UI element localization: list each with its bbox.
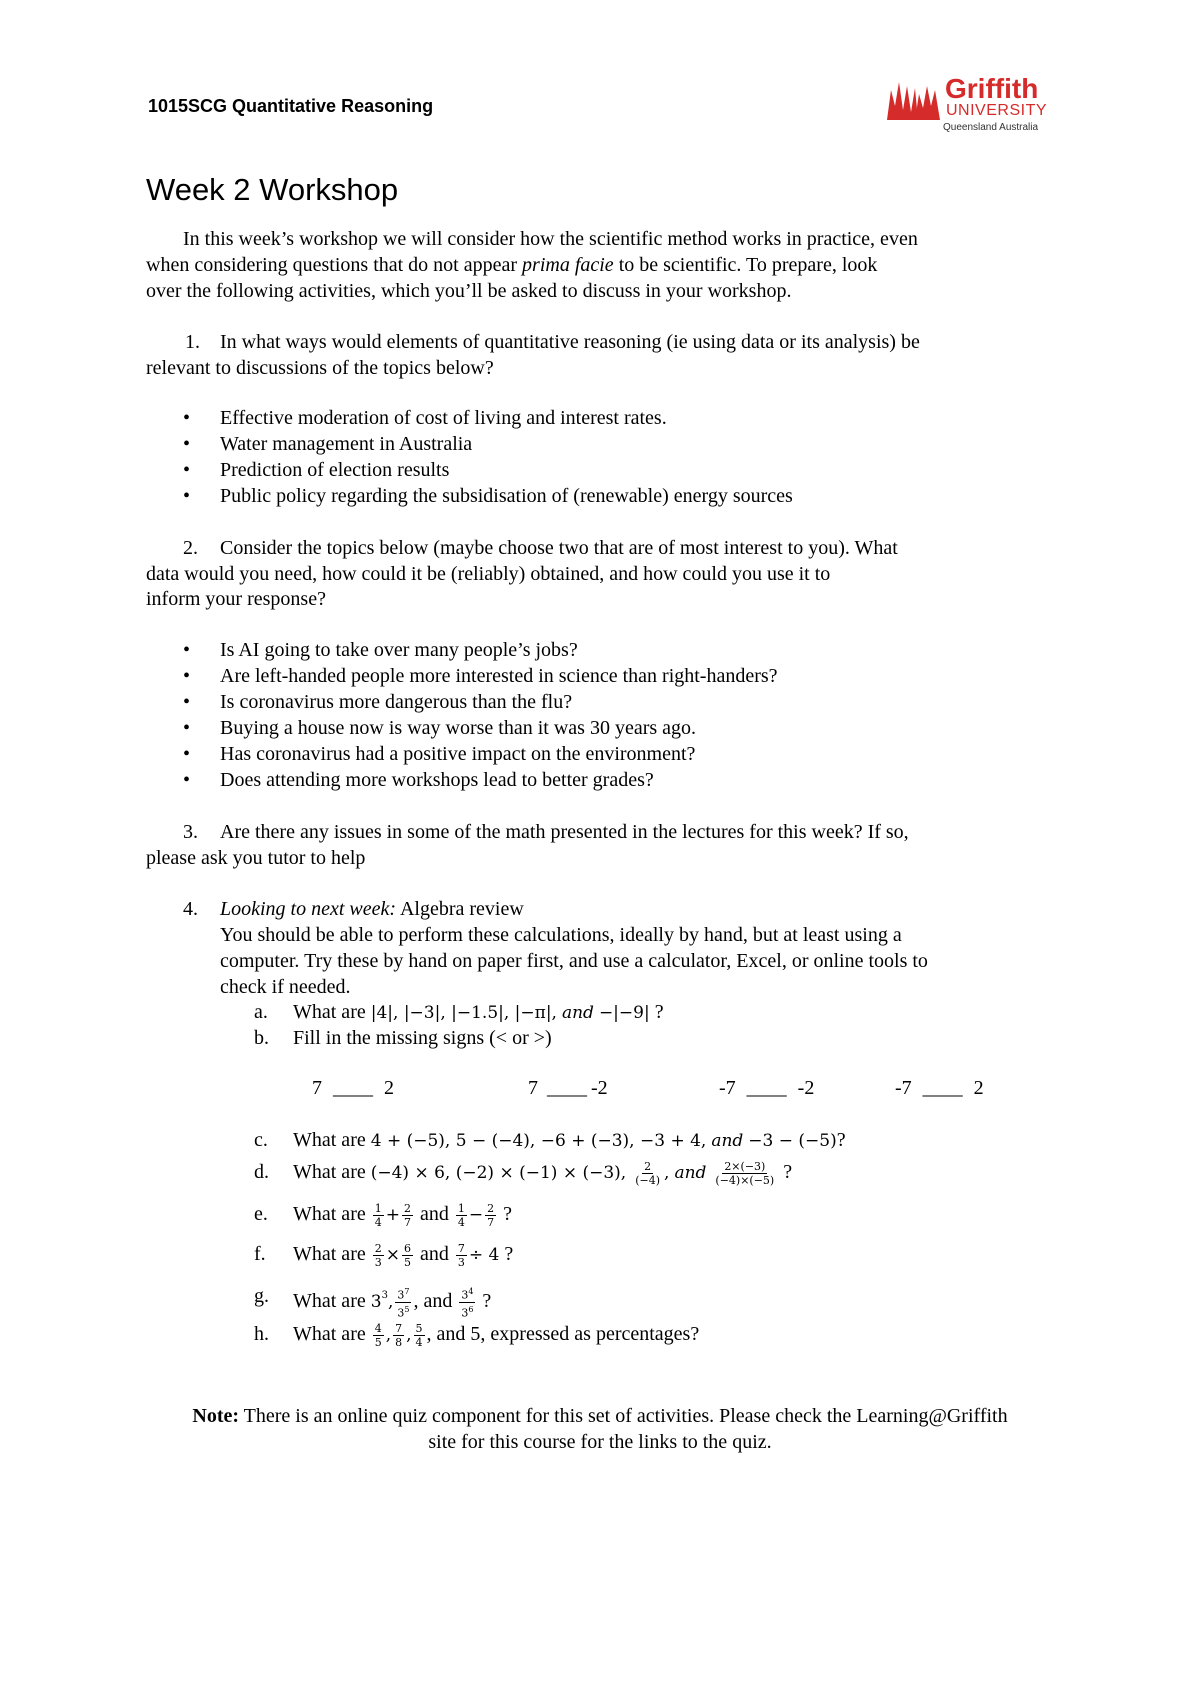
logo-place: Queensland Australia [943,122,1039,133]
bullet-icon: • [183,485,191,507]
fraction [373,1322,384,1349]
q4-heading-emphasis: Looking to next week: [220,898,397,920]
q4-line-1: You should be able to perform these calculations, ideally by hand, but at least using a [220,924,902,946]
q2-line-1: Consider the topics below (maybe choose two that are of most interest to you). What [220,537,898,559]
fraction [633,1160,662,1187]
fraction [402,1242,413,1269]
fraction [485,1202,496,1229]
q2-bullet-item: Has coronavirus had a positive impact on the environment? [220,743,696,765]
fraction [373,1202,384,1229]
q4-heading [220,897,524,921]
q4c-math: 4 + (−5), 5 − (−4), −6 + (−3), −3 + 4, [370,1131,707,1151]
griffith-logo [885,74,1050,138]
intro-text: when considering questions that do not appear [146,254,523,276]
pair-left: 7 [528,1077,538,1099]
operator: + [385,1205,400,1225]
intro-text: to be scientific. To prepare, look [613,254,878,276]
q4e-suffix: ? [498,1203,513,1225]
q3-line-2: please ask you tutor to help [146,847,366,869]
q4g-prefix: What are [293,1290,371,1312]
q4a-prefix: What are [293,1001,371,1023]
q1-number: 1. [185,331,200,353]
fraction [393,1322,404,1349]
q4f-question [293,1234,513,1275]
q4f-prefix: What are [293,1243,371,1265]
q4c-label: c. [254,1129,268,1151]
bullet-icon: • [183,459,191,481]
denominator: 4 [457,1215,465,1229]
q4c-and: and [711,1131,744,1151]
operator: ÷ 4 [468,1245,500,1265]
q3-number: 3. [183,821,198,843]
q4a-and: and [561,1003,594,1023]
denominator: 8 [395,1335,403,1349]
q4d-math: (−4) × 6, (−2) × (−1) × (−3), [370,1163,627,1183]
note-line-1 [0,1404,1200,1428]
denominator: 5 [403,1255,411,1269]
q4c-suffix: ? [836,1129,846,1151]
numerator: 1 [374,1201,382,1215]
q4h-question: What are $\frac{4}{5}$ , $\frac{7}{8}$ , $\frac{5}{4}$ , and 5, expressed as percentages? [293,1321,700,1349]
q4-line-2: computer. Try these by hand on paper first, and use a calculator, Excel, or online tools to [220,950,928,972]
course-title: 1015SCG Quantitative Reasoning [148,96,434,116]
q4f-label: f. [254,1243,266,1265]
pair-right: 2 [973,1077,984,1099]
sign-pair [528,1076,608,1100]
q4f-and: and [414,1243,454,1265]
q4e-prefix: What are [293,1203,371,1225]
numerator: 2 [487,1201,495,1215]
q4-heading-text: Algebra review [396,898,524,920]
denominator: 7 [403,1215,411,1229]
intro-line-2 [146,253,877,277]
q4e-and: and [414,1203,454,1225]
pair-left: -7 [719,1077,736,1099]
numerator: 5 [415,1321,423,1335]
power-exponent: 7 [404,1287,410,1297]
q1-bullet-item: Effective moderation of cost of living and interest rates. [220,407,667,429]
power-base: 3 [461,1288,469,1302]
q4f-suffix: ? [499,1243,514,1265]
intro-emphasis: prima facie [522,254,614,276]
bullet-icon: • [183,407,191,429]
fraction [713,1160,776,1187]
pair-right: -2 [797,1077,815,1099]
pair-right: 2 [384,1077,394,1099]
answer-blank[interactable]: ____ [333,1077,373,1099]
note-label: Note: [192,1405,240,1427]
numerator: 1 [457,1201,465,1215]
griffith-flame-icon [885,76,943,122]
q4d-label: d. [254,1161,269,1183]
q1-bullet-item: Public policy regarding the subsidisation of (renewable) energy sources [220,485,793,507]
q4d-prefix: What are [293,1161,371,1183]
answer-blank[interactable]: ____ [922,1077,963,1099]
power-base: 3 [370,1292,382,1312]
q1-line-1: In what ways would elements of quantitative reasoning (ie using data or its analysis) be [220,331,920,353]
denominator: 7 [487,1215,495,1229]
power-base: 3 [461,1306,469,1320]
q2-bullet-item: Is AI going to take over many people’s jobs? [220,639,578,661]
numerator: 2 [644,1159,652,1173]
q1-line-2: relevant to discussions of the topics below? [146,357,494,379]
q4g-and: , and [413,1290,458,1312]
answer-blank[interactable]: ____ [746,1077,787,1099]
numerator: 4 [374,1321,382,1335]
q4c-prefix: What are [293,1129,371,1151]
numerator: 2×(−3) [724,1159,766,1173]
q4c-math-2: −3 − (−5) [748,1131,837,1151]
page-title: Week 2 Workshop [146,172,399,207]
q4a-suffix: ? [649,1001,664,1023]
q4g-label: g. [254,1285,269,1307]
q4h-prefix: What are [293,1323,371,1345]
denominator: 3 [374,1255,382,1269]
logo-name: Griffith [945,73,1039,104]
fraction [402,1202,413,1229]
q4a-question [293,1000,664,1025]
numerator: 6 [403,1241,411,1255]
pair-left: 7 [312,1077,322,1099]
power-exponent: 6 [468,1304,474,1314]
power-exponent: 4 [468,1287,474,1297]
power-base: 3 [397,1306,405,1320]
power-exponent: 3 [381,1290,388,1301]
q2-bullet-item: Are left-handed people more interested in science than right-handers? [220,665,778,687]
q4e-question [293,1194,512,1235]
q4-number: 4. [183,898,198,920]
intro-line-3: over the following activities, which you’ll be asked to discuss in your workshop. [146,280,792,302]
q4h-label: h. [254,1323,269,1345]
pair-right: -2 [591,1077,608,1099]
fraction [456,1242,467,1269]
denominator: 5 [374,1335,382,1349]
note-text: There is an online quiz component for this set of activities. Please check the Learning@Griffith [239,1405,1008,1427]
numerator: 7 [395,1321,403,1335]
q4e-label: e. [254,1203,268,1225]
numerator: 7 [457,1241,465,1255]
q2-line-2: data would you need, how could it be (reliably) obtained, and how could you use it to [146,563,831,585]
denominator: 4 [374,1215,382,1229]
q4b-question: Fill in the missing signs (< or >) [293,1027,552,1049]
denominator: (−4) [635,1173,661,1187]
q2-bullet-item: Is coronavirus more dangerous than the flu? [220,691,573,713]
q4d-and: and [674,1163,707,1183]
sign-pair [719,1076,814,1100]
q4c-question [293,1128,846,1153]
note-line-2: site for this course for the links to the quiz. [428,1431,772,1453]
q4h-suffix: , and 5, expressed as percentages? [426,1323,700,1345]
bullet-icon: • [183,691,191,713]
sign-pair [312,1076,394,1100]
fraction [414,1322,425,1349]
answer-blank[interactable]: ____ [547,1077,587,1099]
bullet-icon: • [183,639,191,661]
q2-number: 2. [183,537,198,559]
logo-sub: UNIVERSITY [946,102,1048,119]
denominator: (−4)×(−5) [715,1173,775,1187]
q4a-label: a. [254,1001,268,1023]
pair-left: -7 [895,1077,912,1099]
q2-bullet-item: Does attending more workshops lead to better grades? [220,769,654,791]
q2-bullet-item: Buying a house now is way worse than it was 30 years ago. [220,717,697,739]
operator: − [468,1205,484,1225]
q4b-label: b. [254,1027,269,1049]
bullet-icon: • [183,717,191,739]
intro-line-1: In this week’s workshop we will consider how the scientific method works in practice, even [183,228,918,250]
numerator [395,1285,411,1303]
q2-line-3: inform your response? [146,588,326,610]
numerator: 2 [403,1201,411,1215]
power-base: 3 [397,1288,405,1302]
bullet-icon: • [183,743,191,765]
operator: × [385,1245,400,1265]
bullet-icon: • [183,769,191,791]
q1-bullet-item: Water management in Australia [220,433,473,455]
q4a-math-2: −|−9| [598,1003,650,1023]
q1-bullet-item: Prediction of election results [220,459,450,481]
numerator: 2 [374,1241,382,1255]
q4a-math: |4|, |−3|, |−1.5|, |−π|, [370,1003,557,1023]
q4g-suffix: ? [477,1290,492,1312]
bullet-icon: • [183,665,191,687]
q4d-suffix: ? [778,1161,793,1183]
sign-pair [895,1076,984,1100]
denominator: 4 [415,1335,423,1349]
q4g-question: What are $3^3$, $\frac{3^7}{3^5}$ , and $\frac{3^4}{3^6}$ ? [293,1287,492,1320]
numerator [459,1285,475,1303]
denominator: 3 [457,1255,465,1269]
power-exponent: 5 [404,1304,410,1314]
q4d-question: What are (−4) × 6, (−2) × (−1) × (−3), $\frac{2}{(-4)}$ , and $\frac{2\times(-3)}{(-4)\times(-5)}$ ? [293,1159,793,1187]
fraction [456,1202,467,1229]
q3-line-1: Are there any issues in some of the math presented in the lectures for this week? If so, [220,821,909,843]
q4-line-3: check if needed. [220,976,351,998]
bullet-icon: • [183,433,191,455]
fraction [373,1242,384,1269]
